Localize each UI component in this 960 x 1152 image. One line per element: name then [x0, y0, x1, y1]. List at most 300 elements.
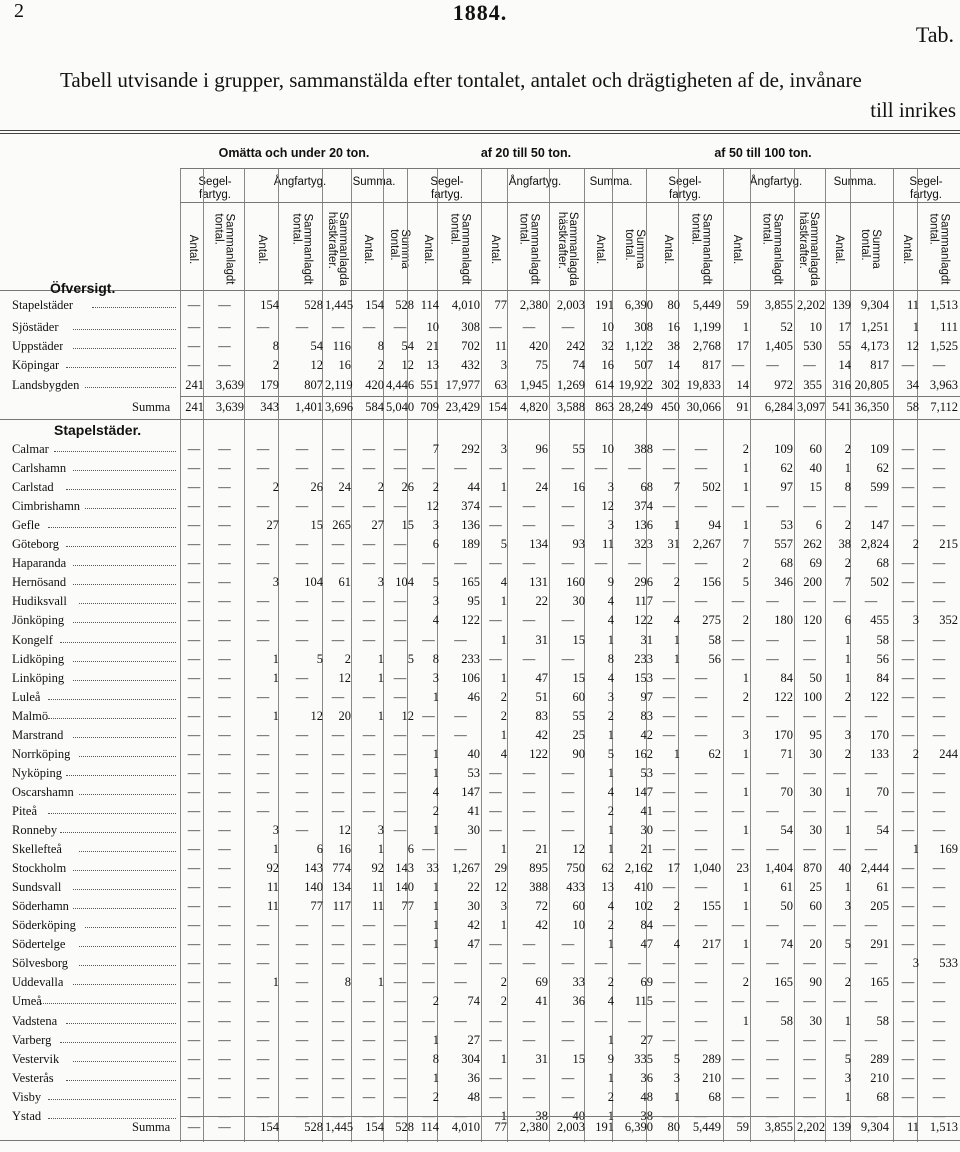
table-cell: 8 — [844, 480, 851, 495]
row-label: Skellefteå — [12, 842, 62, 857]
table-cell: 6,284 — [764, 400, 793, 414]
table-cell: — — [932, 823, 946, 837]
table-cell: — — [218, 842, 231, 857]
table-cell: — — [662, 975, 676, 990]
table-cell: — — [331, 594, 345, 609]
table-cell: 1 — [607, 842, 614, 857]
table-cell: 15 — [572, 670, 585, 685]
table-cell: 154 — [365, 298, 384, 312]
table-cell: — — [662, 842, 676, 857]
table-cell: 74 — [572, 358, 585, 372]
table-cell: — — [662, 918, 676, 933]
table-cell: 20 — [809, 937, 822, 952]
table-cell: — — [561, 765, 575, 780]
table-cell: 16 — [338, 358, 351, 372]
leader-dots — [85, 508, 176, 509]
table-cell: 8 — [377, 339, 384, 353]
table-cell: 244 — [939, 746, 958, 761]
row-label: Visby — [12, 1089, 42, 1104]
table-row — [0, 318, 960, 337]
table-cell: — — [218, 499, 231, 514]
table-cell: 104 — [395, 575, 414, 590]
column-subheading: Segel- fartyg. — [198, 176, 232, 201]
table-cell: 972 — [774, 378, 793, 392]
table-cell: — — [218, 1051, 231, 1066]
table-cell: — — [932, 632, 946, 647]
table-cell: 30 — [809, 1013, 822, 1028]
table-cell: — — [662, 670, 676, 685]
table-cell: 4 — [607, 994, 614, 1009]
table-cell: 450 — [661, 400, 680, 414]
table-cell: 42 — [535, 727, 548, 742]
table-cell: — — [256, 442, 270, 456]
table-cell: 1 — [432, 899, 439, 914]
table-cell: — — [901, 1108, 915, 1123]
table-cell: 215 — [939, 537, 958, 552]
table-cell: — — [561, 320, 575, 334]
column-heading-text: Antal. — [662, 234, 675, 264]
table-cell: 165 — [870, 975, 889, 990]
table-cell: 10 — [601, 320, 614, 334]
table-cell: — — [218, 632, 231, 647]
table-cell: 140 — [395, 880, 414, 895]
table-cell: 153 — [634, 670, 653, 685]
table-cell: 3 — [500, 899, 507, 914]
table-cell: 165 — [461, 575, 480, 590]
table-cell: 5 — [844, 1051, 851, 1066]
table-cell: 4 — [673, 613, 680, 628]
table-row — [0, 650, 960, 669]
table-cell: 155 — [702, 899, 721, 914]
table-cell: 2,119 — [325, 378, 353, 392]
table-cell: — — [187, 298, 201, 312]
table-cell: 4 — [607, 784, 614, 799]
table-cell: — — [766, 499, 779, 514]
table-cell: — — [331, 765, 345, 780]
table-cell: — — [256, 689, 270, 704]
column-heading-text: Antal. — [832, 234, 845, 264]
table-cell: — — [187, 339, 201, 353]
table-cell: — — [833, 499, 846, 514]
table-cell: — — [731, 708, 745, 723]
table-cell: 807 — [304, 378, 323, 392]
column-subheading: Segel- fartyg. — [909, 176, 943, 201]
table-cell: 1 — [844, 670, 851, 685]
table-cell: — — [393, 689, 407, 704]
table-cell: — — [187, 556, 201, 571]
table-cell: — — [628, 461, 641, 476]
table-cell: — — [803, 1070, 816, 1085]
row-label: Summa — [132, 1120, 171, 1134]
table-cell: — — [393, 613, 407, 628]
table-cell: — — [362, 1013, 376, 1028]
table-cell: — — [331, 1070, 345, 1085]
table-cell: 8 — [432, 651, 439, 666]
table-cell: — — [522, 765, 536, 780]
column-heading-text: Summa tontal. — [388, 229, 411, 269]
table-cell: — — [901, 784, 915, 799]
row-label: Ystad — [12, 1108, 42, 1123]
table-cell: 1 — [742, 461, 749, 476]
table-cell: — — [803, 1089, 816, 1104]
table-cell: — — [393, 765, 407, 780]
table-cell: — — [256, 556, 270, 571]
table-cell: 75 — [535, 358, 548, 372]
table-cell: — — [561, 556, 575, 571]
table-cell: — — [256, 784, 270, 799]
table-cell: — — [662, 784, 676, 799]
table-row — [0, 764, 960, 783]
table-cell: 131 — [529, 575, 548, 590]
table-cell: — — [218, 594, 231, 609]
table-cell: 102 — [634, 899, 653, 914]
column-heading-text: Sammanlagda hästkrafter. — [797, 211, 821, 287]
table-cell: — — [393, 537, 407, 552]
table-cell: 10 — [809, 320, 822, 334]
table-cell: — — [522, 518, 536, 533]
table-cell: 502 — [702, 480, 721, 495]
table-cell: — — [454, 556, 467, 571]
table-cell: 120 — [803, 613, 822, 628]
table-cell: 16 — [601, 358, 614, 372]
table-cell: 296 — [634, 575, 653, 590]
table-row — [0, 1012, 960, 1031]
table-cell: 302 — [661, 378, 680, 392]
table-cell: — — [362, 499, 376, 514]
table-cell: — — [187, 613, 201, 628]
table-cell: — — [422, 956, 435, 971]
table-cell: — — [187, 1089, 201, 1104]
table-cell: 7 — [844, 575, 851, 590]
table-cell: 23 — [736, 861, 749, 876]
table-cell: 1 — [272, 842, 279, 857]
table-cell: 1 — [432, 765, 439, 780]
table-cell: — — [187, 358, 201, 372]
table-cell: — — [803, 994, 816, 1009]
table-cell: 12 — [401, 358, 414, 372]
table-cell: — — [766, 1051, 779, 1066]
table-cell: 1,122 — [624, 339, 653, 353]
leader-dots — [73, 661, 176, 662]
table-cell: — — [218, 823, 231, 837]
table-cell: — — [932, 689, 946, 704]
table-cell: 47 — [640, 937, 653, 952]
table-cell: 3 — [844, 1070, 851, 1085]
table-cell: 95 — [467, 594, 480, 609]
table-cell: — — [731, 918, 745, 933]
table-cell: — — [256, 1070, 270, 1085]
table-cell: — — [662, 956, 676, 971]
table-cell: 1 — [607, 1032, 614, 1047]
table-cell: — — [331, 442, 345, 456]
table-cell: — — [662, 880, 676, 895]
table-cell: 12 — [401, 708, 414, 723]
table-cell: — — [187, 651, 201, 666]
table-cell: — — [187, 518, 201, 533]
table-cell: — — [522, 320, 536, 334]
table-cell: 14 — [667, 358, 680, 372]
table-cell: — — [561, 1089, 575, 1104]
table-cell: — — [932, 1070, 946, 1085]
table-cell: 31 — [667, 537, 680, 552]
table-cell: — — [803, 499, 816, 514]
row-label: Sundsvall — [12, 880, 62, 895]
table-cell: 1 — [377, 651, 384, 666]
table-cell: — — [662, 442, 676, 456]
table-cell: — — [218, 537, 231, 552]
table-cell: 19,922 — [618, 378, 653, 392]
row-label: Lidköping — [12, 651, 65, 666]
table-cell: — — [256, 918, 270, 933]
leader-dots — [73, 622, 176, 623]
table-cell: 92 — [371, 861, 384, 876]
table-cell: — — [803, 1051, 816, 1066]
table-top-rule — [0, 133, 960, 134]
column-heading-text: Sammanlagdt tontal. — [290, 213, 313, 285]
table-cell: — — [694, 461, 708, 476]
table-cell: 143 — [395, 861, 414, 876]
table-cell: — — [662, 556, 676, 571]
table-cell: — — [901, 518, 915, 533]
table-cell: — — [932, 1051, 946, 1066]
column-heading — [435, 210, 484, 288]
table-cell: 1 — [432, 918, 439, 933]
table-cell: — — [331, 918, 345, 933]
table-cell: — — [766, 632, 779, 647]
table-cell: 2 — [844, 442, 851, 456]
table-cell: 31 — [535, 632, 548, 647]
table-cell: 11 — [266, 880, 279, 895]
table-cell: — — [187, 708, 201, 723]
table-cell: — — [256, 727, 270, 742]
table-cell: 52 — [780, 320, 793, 334]
table-cell: — — [295, 975, 309, 990]
table-cell: — — [864, 918, 878, 933]
leader-dots — [79, 603, 176, 604]
table-cell: 241 — [185, 378, 204, 392]
table-cell: 134 — [529, 537, 548, 552]
page-number: 2 — [14, 0, 24, 22]
table-cell: — — [218, 1108, 231, 1123]
table-cell: — — [731, 994, 745, 1009]
table-cell: 122 — [529, 746, 548, 761]
table-cell: 275 — [702, 613, 721, 628]
table-cell: — — [694, 956, 708, 971]
table-cell: — — [522, 651, 536, 666]
table-cell: — — [594, 1013, 608, 1028]
table-cell: — — [256, 613, 270, 628]
table-cell: 1 — [377, 975, 384, 990]
table-cell: — — [256, 1013, 270, 1028]
table-cell: 1 — [500, 632, 507, 647]
table-cell: — — [864, 1108, 878, 1123]
table-cell: 44 — [467, 480, 480, 495]
leader-dots — [85, 387, 176, 388]
table-cell: 77 — [494, 1120, 507, 1134]
table-cell: 12 — [310, 358, 323, 372]
table-cell: — — [833, 1032, 846, 1047]
table-cell: 122 — [774, 689, 793, 704]
column-heading — [914, 210, 960, 288]
row-label: Köpingar — [12, 358, 60, 372]
table-cell: — — [864, 708, 878, 723]
table-cell: — — [362, 537, 376, 552]
column-heading-text: Antal. — [731, 234, 744, 264]
table-cell: 1 — [844, 632, 851, 647]
column-heading-text: Antal. — [362, 234, 375, 264]
table-cell: — — [362, 1070, 376, 1085]
leader-dots — [73, 870, 176, 871]
table-cell: 1,525 — [929, 339, 958, 353]
table-cell: — — [901, 689, 915, 704]
table-cell: — — [218, 575, 231, 590]
table-cell: — — [489, 784, 502, 799]
table-cell: 5,449 — [692, 1120, 721, 1134]
table-cell: 27 — [371, 518, 384, 533]
table-cell: 156 — [702, 575, 721, 590]
table-cell: 136 — [634, 518, 653, 533]
table-cell: 2 — [344, 651, 351, 666]
table-cell: — — [766, 1089, 779, 1104]
table-cell: 5 — [432, 575, 439, 590]
table-cell: — — [362, 594, 376, 609]
table-cell: — — [218, 956, 231, 971]
table-cell: 335 — [634, 1051, 653, 1066]
table-cell: — — [932, 1013, 946, 1028]
table-cell: — — [628, 1013, 641, 1028]
table-cell: 1 — [607, 632, 614, 647]
table-cell: 1 — [742, 880, 749, 895]
table-cell: — — [187, 320, 201, 334]
table-cell: 27 — [467, 1032, 480, 1047]
table-title: Tabell utvisande i grupper, sammanstälda efter tontalet, antalet och drägtigheten af de, invånare — [60, 68, 862, 92]
table-cell: — — [766, 1070, 779, 1085]
table-cell: 63 — [494, 378, 507, 392]
table-cell: 91 — [736, 400, 749, 414]
table-cell: — — [932, 727, 946, 742]
table-cell: 530 — [803, 339, 822, 353]
table-cell: 111 — [940, 320, 958, 334]
table-cell: 53 — [640, 765, 653, 780]
table-cell: — — [362, 937, 376, 952]
table-cell: 533 — [939, 956, 958, 971]
table-cell: 58 — [906, 400, 919, 414]
table-cell: — — [561, 461, 575, 476]
table-cell: 1,945 — [519, 378, 548, 392]
table-cell: 34 — [906, 378, 919, 392]
table-cell: — — [422, 975, 435, 990]
table-cell: 420 — [529, 339, 548, 353]
table-cell: — — [662, 708, 676, 723]
table-cell: 80 — [667, 1120, 680, 1134]
table-row — [0, 916, 960, 935]
table-cell: — — [901, 461, 915, 476]
table-row — [0, 992, 960, 1011]
table-cell: 97 — [780, 480, 793, 495]
table-cell: 1 — [607, 727, 614, 742]
table-cell: — — [331, 1051, 345, 1066]
table-cell: 122 — [461, 613, 480, 628]
table-cell: 1 — [272, 651, 279, 666]
table-cell: 97 — [640, 689, 653, 704]
row-label: Gefle — [12, 518, 40, 533]
table-cell: — — [256, 956, 270, 971]
table-cell: 154 — [260, 1120, 279, 1134]
table-cell: 143 — [304, 861, 323, 876]
table-cell: — — [218, 994, 231, 1009]
table-cell: — — [522, 1070, 536, 1085]
table-cell: 62 — [876, 461, 889, 476]
table-cell: 2 — [673, 899, 680, 914]
table-cell: 233 — [461, 651, 480, 666]
table-cell: 69 — [535, 975, 548, 990]
table-cell: 1 — [844, 651, 851, 666]
table-cell: 1 — [844, 1013, 851, 1028]
table-cell: 289 — [702, 1051, 721, 1066]
table-cell: — — [901, 442, 915, 456]
table-cell: — — [331, 499, 345, 514]
row-label: Söderköping — [12, 918, 76, 933]
table-cell: 8 — [432, 1051, 439, 1066]
table-cell: 6,390 — [624, 298, 653, 312]
table-cell: 22 — [535, 594, 548, 609]
table-cell: — — [694, 689, 708, 704]
table-cell: — — [393, 784, 407, 799]
table-cell: 38 — [640, 1108, 653, 1123]
table-cell: 2 — [500, 994, 507, 1009]
table-cell: 1 — [607, 823, 614, 837]
table-cell: — — [218, 803, 231, 818]
table-cell: 179 — [260, 378, 279, 392]
table-cell: 90 — [809, 975, 822, 990]
table-cell: 528 — [304, 298, 323, 312]
table-cell: — — [932, 442, 946, 456]
table-cell: — — [662, 1032, 676, 1047]
table-cell: 1 — [742, 937, 749, 952]
table-cell: 60 — [572, 689, 585, 704]
table-cell: 46 — [467, 689, 480, 704]
table-cell: — — [522, 937, 536, 952]
table-cell: — — [331, 613, 345, 628]
table-cell: 8 — [607, 651, 614, 666]
table-cell: 83 — [640, 708, 653, 723]
table-cell: — — [218, 442, 231, 456]
table-cell: 12 — [310, 708, 323, 723]
table-cell: 3 — [377, 575, 384, 590]
table-cell: — — [901, 765, 915, 780]
table-cell: — — [731, 1089, 745, 1104]
table-cell: 895 — [529, 861, 548, 876]
table-cell: 29 — [494, 861, 507, 876]
table-cell: — — [932, 651, 946, 666]
table-row — [0, 459, 960, 478]
row-label: Carlshamn — [12, 461, 67, 476]
table-cell: 11 — [494, 339, 507, 353]
table-cell: 26 — [310, 480, 323, 495]
column-heading-text: Sammanlagdt tontal. — [517, 213, 540, 285]
table-cell: — — [561, 937, 575, 952]
table-cell: — — [731, 499, 745, 514]
table-cell: 116 — [332, 339, 351, 353]
table-cell: — — [393, 1108, 407, 1123]
table-cell: 32 — [601, 339, 614, 353]
table-cell: 3 — [607, 518, 614, 533]
table-cell: — — [187, 1120, 201, 1134]
table-cell: 1 — [742, 899, 749, 914]
table-cell: — — [901, 556, 915, 571]
table-cell: — — [187, 880, 201, 895]
table-row — [0, 783, 960, 802]
